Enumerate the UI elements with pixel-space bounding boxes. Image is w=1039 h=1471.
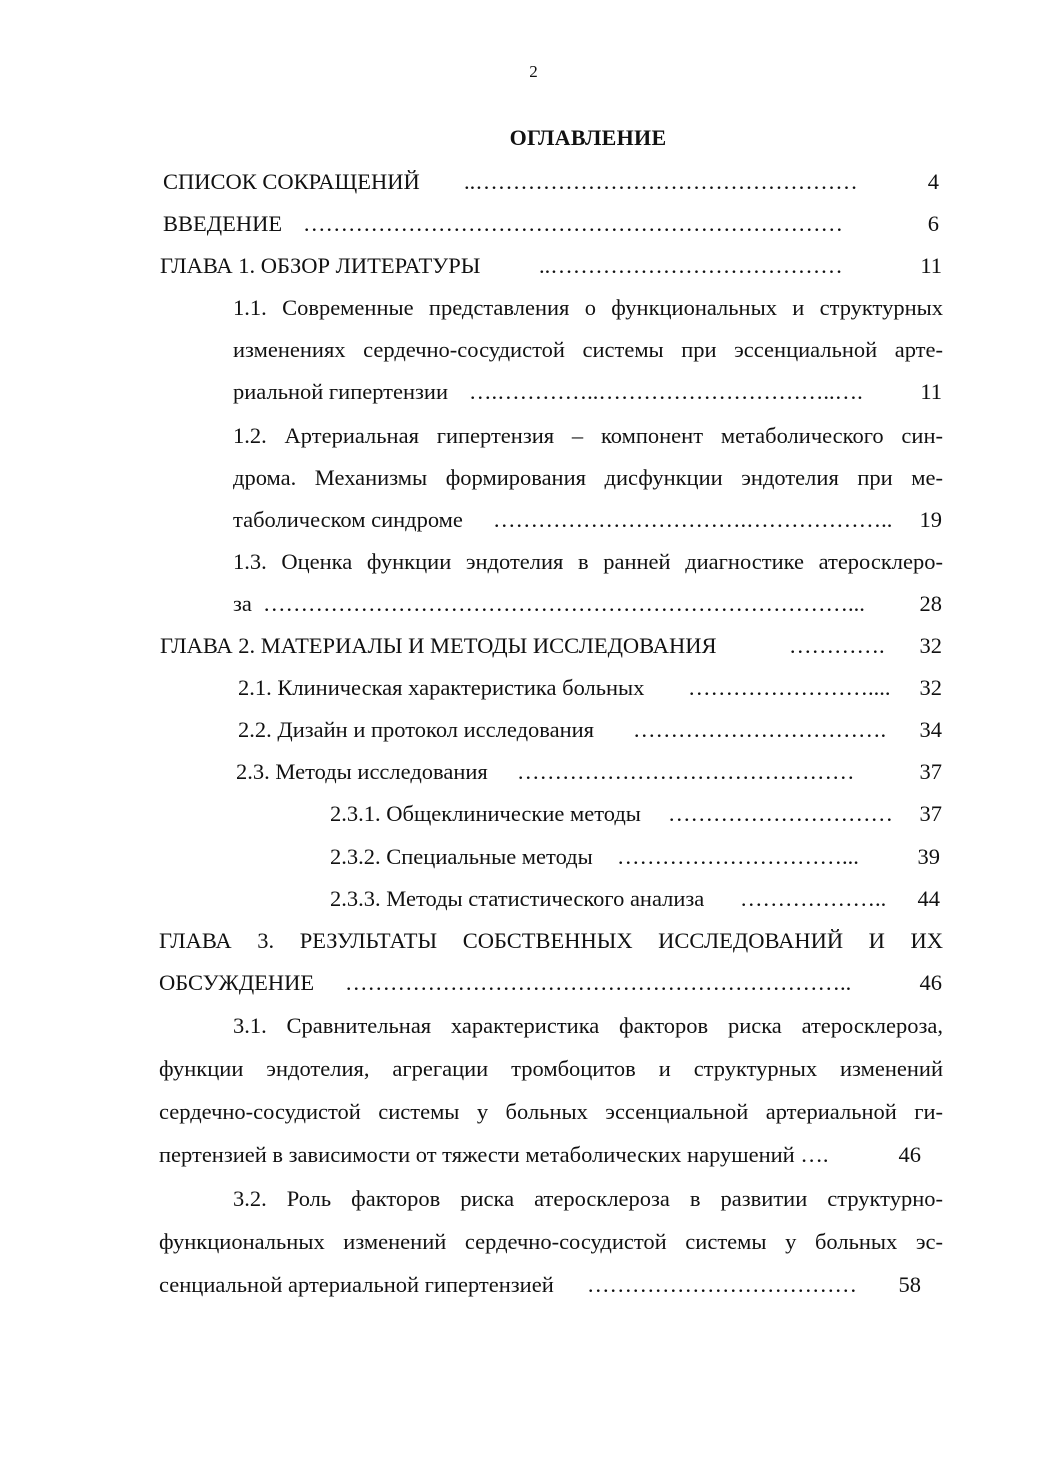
toc-entry-dots: ..…………………………………………… [464,169,858,194]
toc-entry-page: 37 [919,759,942,784]
toc-entry-page: 34 [919,717,942,742]
toc-entry-2-2: 2.2. Дизайн и протокол исследования [238,717,595,742]
toc-entry-page: 19 [919,507,942,532]
toc-entry-1-3-line-2: за [233,591,252,616]
toc-entry-dots: …………. [789,633,885,658]
toc-entry-2-3-3: 2.3.3. Методы статистического анализа [330,886,705,911]
toc-entry-page: 39 [917,844,940,869]
toc-entry-text: СПИСОК СОКРАЩЕНИЙ [163,169,420,194]
toc-entry-3-2-line-1: 3.2. Роль факторов риска атеросклероза в развитии структурно- [233,1186,943,1211]
toc-entry-1-1-line-2: изменениях сердечно-сосудистой системы при эссенциальной арте- [233,337,943,362]
toc-entry-3-1-line-1: 3.1. Сравнительная характеристика факторов риска атеросклероза, [233,1013,943,1038]
toc-entry-3-1-line-3: сердечно-сосудистой системы у больных эссенциальной артериальной ги- [159,1099,943,1124]
toc-entry-introduction: ВВЕДЕНИЕ [163,211,283,236]
toc-entry-3-1-line-2: функции эндотелия, агрегации тромбоцитов и структурных изменений [159,1056,943,1081]
toc-entry-1-1-line-3: риальной гипертензии [233,379,449,404]
toc-entry-page: 46 [898,1142,921,1167]
page-number: 2 [529,62,538,81]
toc-entry-1-1-line-1: 1.1. Современные представления о функциональных и структурных [233,295,943,320]
toc-entry-2-1: 2.1. Клиническая характеристика больных [238,675,645,700]
toc-entry-abbreviations [163,167,420,197]
toc-entry-1-2-line-2: дрома. Механизмы формирования дисфункции эндотелия при ме- [233,465,943,490]
toc-entry-2-3-2: 2.3.2. Специальные методы [330,844,593,869]
toc-entry-dots: ….…………..…………………………..…. [469,379,863,404]
toc-entry-1-2-line-1: 1.2. Артериальная гипертензия – компонент метаболического син- [233,423,943,448]
toc-entry-dots: ……………….. [740,886,887,911]
toc-title: ОГЛАВЛЕНИЕ [509,125,667,150]
toc-entry-dots: ……………………………. [633,717,887,742]
toc-entry-dots: …………………………….……………….. [493,507,893,532]
toc-entry-page: 6 [927,211,939,236]
toc-entry-2-3-1: 2.3.1. Общеклинические методы [330,801,641,826]
toc-entry-2-3: 2.3. Методы исследования [236,759,488,784]
toc-entry-page: 28 [919,591,942,616]
toc-entry-page: 11 [920,253,942,278]
toc-entry-page: 46 [919,970,942,995]
toc-entry-page: 58 [898,1272,921,1297]
toc-entry-chapter-3-line-1: ГЛАВА 3. РЕЗУЛЬТАТЫ СОБСТВЕННЫХ ИССЛЕДОВАНИЙ И ИХ [159,928,943,953]
toc-entry-dots: ……………………………………………………………………... [263,591,865,616]
toc-entry-3-2-line-3: сенциальной артериальной гипертензией [159,1272,554,1297]
toc-entry-1-3-line-1: 1.3. Оценка функции эндотелия в ранней диагностике атеросклеро- [233,549,943,574]
toc-entry-page: 37 [919,801,942,826]
toc-entry-chapter-1: ГЛАВА 1. ОБЗОР ЛИТЕРАТУРЫ [160,253,481,278]
toc-entry-3-1-line-4: пертензией в зависимости от тяжести метаболических нарушений …. [159,1142,829,1167]
toc-entry-dots: ………………………………………………………….. [345,970,852,995]
toc-entry-dots: ..………………………………… [539,253,843,278]
toc-entry-dots: ………………………… [668,801,893,826]
toc-entry-page: 4 [927,169,939,194]
toc-entry-dots: ……………………………… [587,1272,857,1297]
toc-entry-1-2-line-3: таболическом синдроме [233,507,463,532]
toc-entry-chapter-2: ГЛАВА 2. МАТЕРИАЛЫ И МЕТОДЫ ИССЛЕДОВАНИЯ [160,633,717,658]
toc-entry-dots: …………………….... [688,675,891,700]
toc-entry-page: 11 [920,379,942,404]
toc-entry-chapter-3-line-2: ОБСУЖДЕНИЕ [159,970,315,995]
toc-entry-page: 32 [919,633,942,658]
toc-entry-page: 44 [917,886,940,911]
toc-entry-dots: ……………………………………… [517,759,855,784]
toc-entry-3-2-line-2: функциональных изменений сердечно-сосудистой системы у больных эс- [159,1229,943,1254]
toc-entry-dots: …………………………... [617,844,859,869]
toc-entry-dots: ……………………………………………………………… [303,211,843,236]
toc-entry-page: 32 [919,675,942,700]
